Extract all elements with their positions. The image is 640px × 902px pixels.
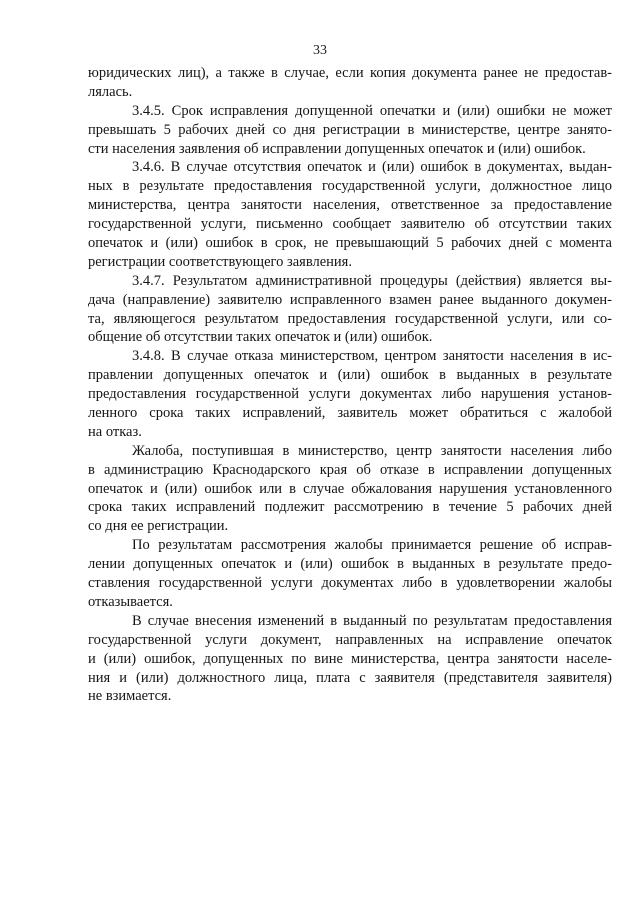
text-line: срока таких исправлений подлежит рассмотрению в течение 5 рабочих дней (88, 499, 612, 516)
document-body (88, 64, 612, 706)
text-line: ния и (или) должностного лица, плата с заявителя (представителя заявителя) (88, 669, 612, 686)
text-line: юридических лиц), а также в случае, если копия документа ранее не предостав- (88, 65, 612, 81)
text-line: В случае внесения изменений в выданный по результатам предоставления (132, 612, 612, 629)
text-line: лении допущенных опечаток и (или) ошибок в выданных в результате предо- (88, 556, 612, 573)
text-line: По результатам рассмотрения жалобы принимается решение об исправ- (132, 537, 612, 554)
text-line: дача (направление) заявителю исправленного взамен ранее выданного докумен- (88, 291, 612, 308)
text-line: сти населения заявления об исправлении допущенных опечаток и (или) ошибок. (88, 140, 586, 157)
text-line: та, являющегося результатом предоставления государственной услуги, или со- (88, 310, 612, 327)
text-line: ленного срока таких исправлений, заявитель может обратиться с жалобой (88, 405, 612, 422)
paragraph (88, 272, 612, 348)
text-line: 3.4.8. В случае отказа министерством, центром занятости населения в ис- (132, 348, 612, 365)
text-line: ных в результате предоставления государственной услуги, должностное лицо (88, 178, 612, 195)
text-line: лялась. (88, 83, 133, 100)
paragraph (88, 102, 612, 159)
text-line: превышать 5 рабочих дней со дня регистрации в министерстве, центре занято- (88, 121, 612, 138)
text-line: государственной услуги документ, направленных на исправление опечаток (88, 631, 612, 648)
text-line: Жалоба, поступившая в министерство, центр занятости населения либо (132, 442, 612, 459)
text-line: 3.4.7. Результатом административной процедуры (действия) является вы- (132, 272, 612, 289)
page-number: 33 (313, 43, 327, 58)
text-line: опечаток и (или) ошибок или в случае обжалования нарушения установленного (88, 480, 612, 497)
text-line: 3.4.5. Срок исправления допущенной опечатки и (или) ошибки не может (132, 102, 612, 119)
text-line: со дня ее регистрации. (88, 518, 229, 535)
paragraph (88, 347, 612, 441)
text-line: министерства, центра занятости населения, ответственное за предоставление (88, 197, 612, 214)
text-line: общение об отсутствии таких опечаток и (или) ошибок. (88, 329, 433, 346)
paragraph (88, 64, 612, 102)
text-line: и (или) ошибок, допущенных по вине министерства, центра занятости населе- (88, 650, 612, 667)
text-line: в администрацию Краснодарского края об отказе в исправлении допущенных (88, 461, 612, 478)
paragraph (88, 536, 612, 612)
text-line: ставления государственной услуги документах либо в удовлетворении жалобы (88, 575, 612, 592)
text-line: отказывается. (88, 593, 173, 610)
text-line: государственной услуги, письменно сообщает заявителю об отсутствии таких (88, 216, 612, 233)
text-line: опечаток и (или) ошибок в срок, не превышающий 5 рабочих дней с момента (88, 235, 612, 252)
text-line: предоставления государственной услуги документах либо нарушения установ- (88, 386, 612, 403)
text-line: не взимается. (88, 688, 172, 705)
text-line: на отказ. (88, 423, 142, 440)
text-line: 3.4.6. В случае отсутствия опечаток и (или) ошибок в документах, выдан- (132, 159, 612, 176)
paragraph (88, 612, 612, 706)
text-line: регистрации соответствующего заявления. (88, 253, 352, 270)
paragraph (88, 442, 612, 536)
text-line: правлении допущенных опечаток и (или) ошибок в выданных в результате (88, 367, 612, 384)
paragraph (88, 158, 612, 271)
